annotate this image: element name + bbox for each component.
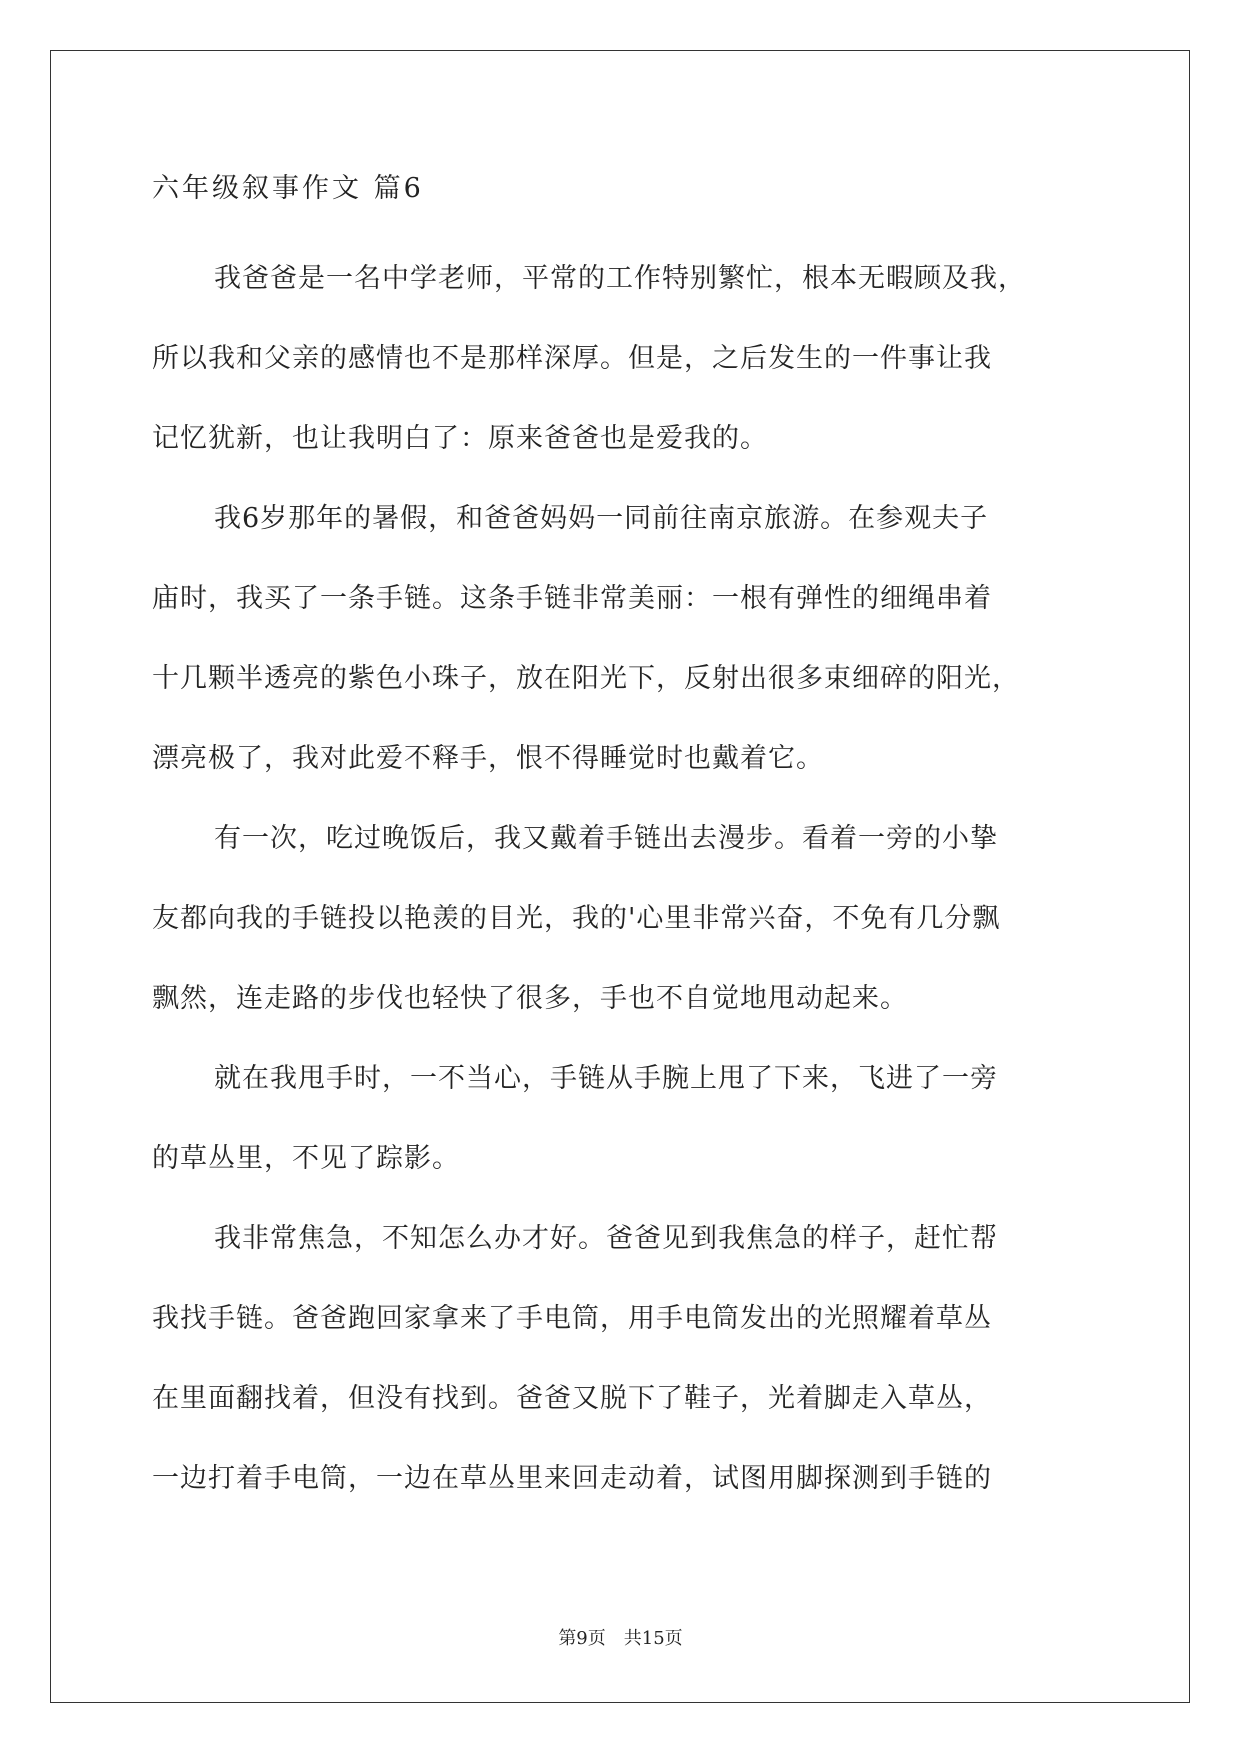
paragraph-3 — [152, 799, 1092, 1039]
text-line: 我6岁那年的暑假，和爸爸妈妈一同前往南京旅游。在参观夫子 — [214, 503, 989, 534]
text-line: 飘然，连走路的步伐也轻快了很多，手也不自觉地甩动起来。 — [152, 983, 908, 1014]
text-line: 漂亮极了，我对此爱不释手，恨不得睡觉时也戴着它。 — [152, 743, 824, 774]
text-line: 有一次，吃过晚饭后，我又戴着手链出去漫步。看着一旁的小挚 — [214, 823, 998, 854]
text-line: 的草丛里，不见了踪影。 — [152, 1143, 460, 1174]
text-line: 十几颗半透亮的紫色小珠子，放在阳光下，反射出很多束细碎的阳光， — [152, 663, 1020, 694]
essay-title: 六年级叙事作文 篇6 — [152, 173, 424, 204]
text-line: 就在我甩手时，一不当心，手链从手腕上甩了下来，飞进了一旁 — [214, 1063, 998, 1094]
paragraph-1 — [152, 239, 1092, 479]
paragraph-4 — [152, 1039, 1092, 1199]
text-line: 记忆犹新，也让我明白了：原来爸爸也是爱我的。 — [152, 423, 768, 454]
text-line: 一边打着手电筒，一边在草丛里来回走动着，试图用脚探测到手链的 — [152, 1463, 992, 1494]
text-line: 友都向我的手链投以艳羡的目光，我的'心里非常兴奋，不免有几分飘 — [152, 903, 1001, 934]
text-line: 在里面翻找着，但没有找到。爸爸又脱下了鞋子，光着脚走入草丛， — [152, 1383, 992, 1414]
page-number: 第9页 共15页 — [558, 1628, 683, 1649]
text-line: 庙时，我买了一条手链。这条手链非常美丽：一根有弹性的细绳串着 — [152, 583, 992, 614]
text-line: 我非常焦急，不知怎么办才好。爸爸见到我焦急的样子，赶忙帮 — [214, 1223, 998, 1254]
paragraph-2 — [152, 479, 1092, 799]
text-line: 我找手链。爸爸跑回家拿来了手电筒，用手电筒发出的光照耀着草丛 — [152, 1303, 992, 1334]
text-line: 我爸爸是一名中学老师，平常的工作特别繁忙，根本无暇顾及我， — [214, 263, 1026, 294]
paragraph-5 — [152, 1199, 1092, 1519]
document-body — [152, 166, 1092, 1519]
text-line: 所以我和父亲的感情也不是那样深厚。但是，之后发生的一件事让我 — [152, 343, 992, 374]
